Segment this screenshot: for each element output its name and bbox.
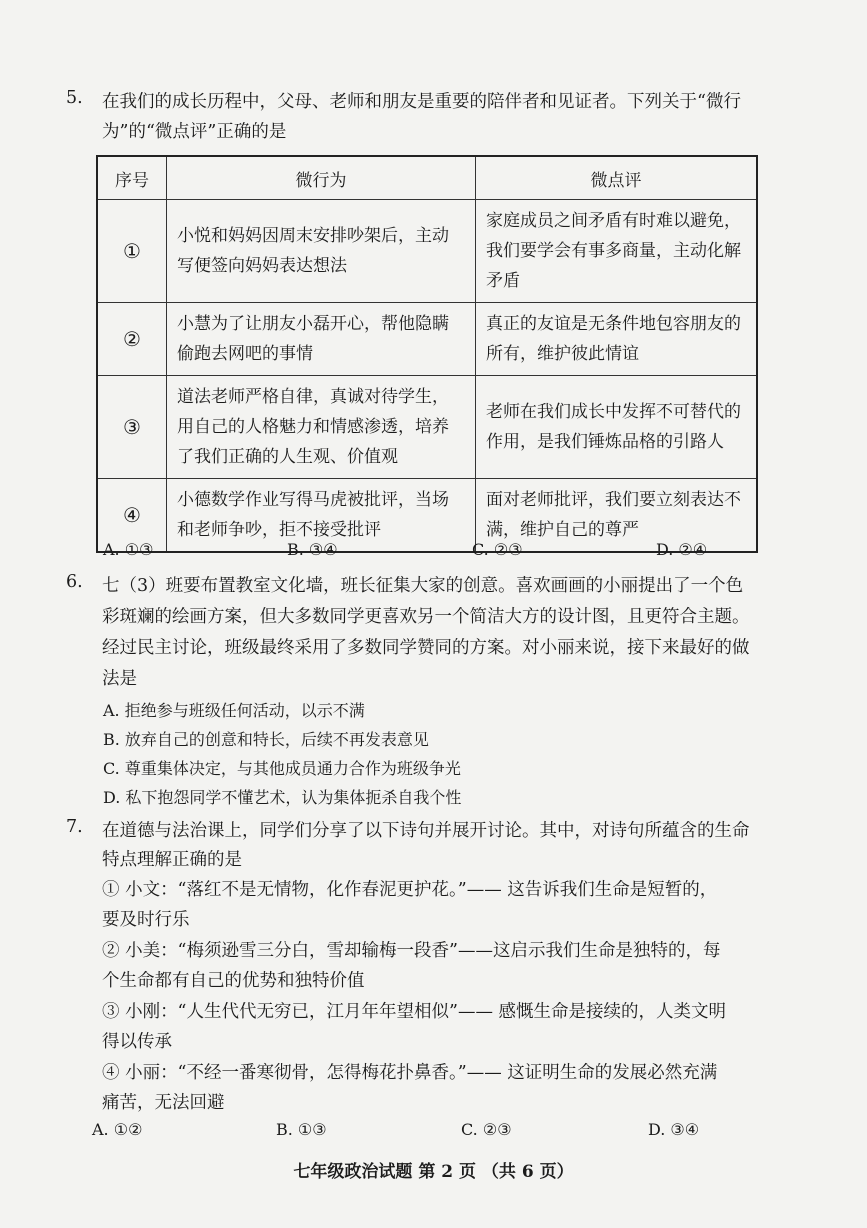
statement-4: ④ 小丽：“不经一番寒彻骨，怎得梅花扑鼻香。”—— 这证明生命的发展必然充满 <box>102 1063 718 1083</box>
statement-3: ③ 小刚：“人生代代无穷已，江月年年望相似”—— 感慨生命是接续的，人类文明 <box>102 1002 727 1022</box>
option-b: B. 放弃自己的创意和特长，后续不再发表意见 <box>103 730 429 749</box>
behavior-cell: 小慧为了让朋友小磊开心，帮他隐瞒偷跑去网吧的事情 <box>167 303 476 376</box>
page-footer: 七年级政治试题 第 2 页 （共 6 页） <box>293 1162 574 1182</box>
row-index: ③ <box>97 376 167 479</box>
question-number: 7. <box>66 817 83 837</box>
question-text: 法是 <box>102 669 137 689</box>
question-text: 七（3）班要布置教室文化墙，班长征集大家的创意。喜欢画画的小丽提出了一个色 <box>102 576 744 596</box>
option-a: A. ①② <box>92 1120 143 1139</box>
behavior-cell: 小德数学作业写得马虎被批评，当场和老师争吵，拒不接受批评 <box>167 479 476 553</box>
table-header: 微行为 <box>167 156 476 200</box>
row-index: ④ <box>97 479 167 553</box>
comment-cell: 家庭成员之间矛盾有时难以避免，我们要学会有事多商量，主动化解矛盾 <box>476 200 758 303</box>
table-row <box>97 200 757 303</box>
question-number: 5. <box>66 88 83 108</box>
row-index: ① <box>97 200 167 303</box>
statement-2-cont: 个生命都有自己的优势和独特价值 <box>102 971 365 991</box>
table-header: 序号 <box>97 156 167 200</box>
option-b: B. ①③ <box>276 1120 327 1139</box>
table-row <box>97 303 757 376</box>
option-c: C. ②③ <box>472 540 523 559</box>
statement-4-cont: 痛苦，无法回避 <box>102 1093 225 1113</box>
comment-cell: 真正的友谊是无条件地包容朋友的所有，维护彼此情谊 <box>476 303 758 376</box>
option-d: D. ③④ <box>648 1120 700 1139</box>
option-c: C. ②③ <box>461 1120 512 1139</box>
row-index: ② <box>97 303 167 376</box>
question-text: 彩斑斓的绘画方案，但大多数同学更喜欢另一个简洁大方的设计图，且更符合主题。 <box>102 607 750 627</box>
option-c: C. 尊重集体决定，与其他成员通力合作为班级争光 <box>103 759 461 778</box>
question-number: 6. <box>66 572 83 592</box>
question-text: 在我们的成长历程中，父母、老师和朋友是重要的陪伴者和见证者。下列关于“微行 <box>102 92 741 112</box>
option-a: A. ①③ <box>103 540 154 559</box>
table-row <box>97 376 757 479</box>
option-b: B. ③④ <box>287 540 338 559</box>
behavior-table <box>96 155 758 553</box>
comment-cell: 老师在我们成长中发挥不可替代的作用，是我们锤炼品格的引路人 <box>476 376 758 479</box>
question-text: 经过民主讨论，班级最终采用了多数同学赞同的方案。对小丽来说，接下来最好的做 <box>102 638 750 658</box>
table-header: 微点评 <box>476 156 758 200</box>
statement-3-cont: 得以传承 <box>102 1032 172 1052</box>
behavior-cell: 道法老师严格自律，真诚对待学生，用自己的人格魅力和情感渗透，培养了我们正确的人生观、价值观 <box>167 376 476 479</box>
question-text: 在道德与法治课上，同学们分享了以下诗句并展开讨论。其中，对诗句所蕴含的生命 <box>102 821 750 841</box>
statement-1: ① 小文：“落红不是无情物，化作春泥更护花。”—— 这告诉我们生命是短暂的， <box>102 880 718 900</box>
statement-2: ② 小美：“梅须逊雪三分白，雪却输梅一段香”——这启示我们生命是独特的，每 <box>102 941 721 961</box>
option-a: A. 拒绝参与班级任何活动，以示不满 <box>103 701 365 720</box>
comment-cell: 面对老师批评，我们要立刻表达不满，维护自己的尊严 <box>476 479 758 553</box>
question-text: 为”的“微点评”正确的是 <box>102 122 287 142</box>
behavior-cell: 小悦和妈妈因周末安排吵架后，主动写便签向妈妈表达想法 <box>167 200 476 303</box>
question-text: 特点理解正确的是 <box>102 850 242 870</box>
statement-1-cont: 要及时行乐 <box>102 910 190 930</box>
table-header-row <box>97 156 757 200</box>
option-d: D. ②④ <box>656 540 708 559</box>
option-d: D. 私下抱怨同学不懂艺术，认为集体扼杀自我个性 <box>103 788 462 807</box>
